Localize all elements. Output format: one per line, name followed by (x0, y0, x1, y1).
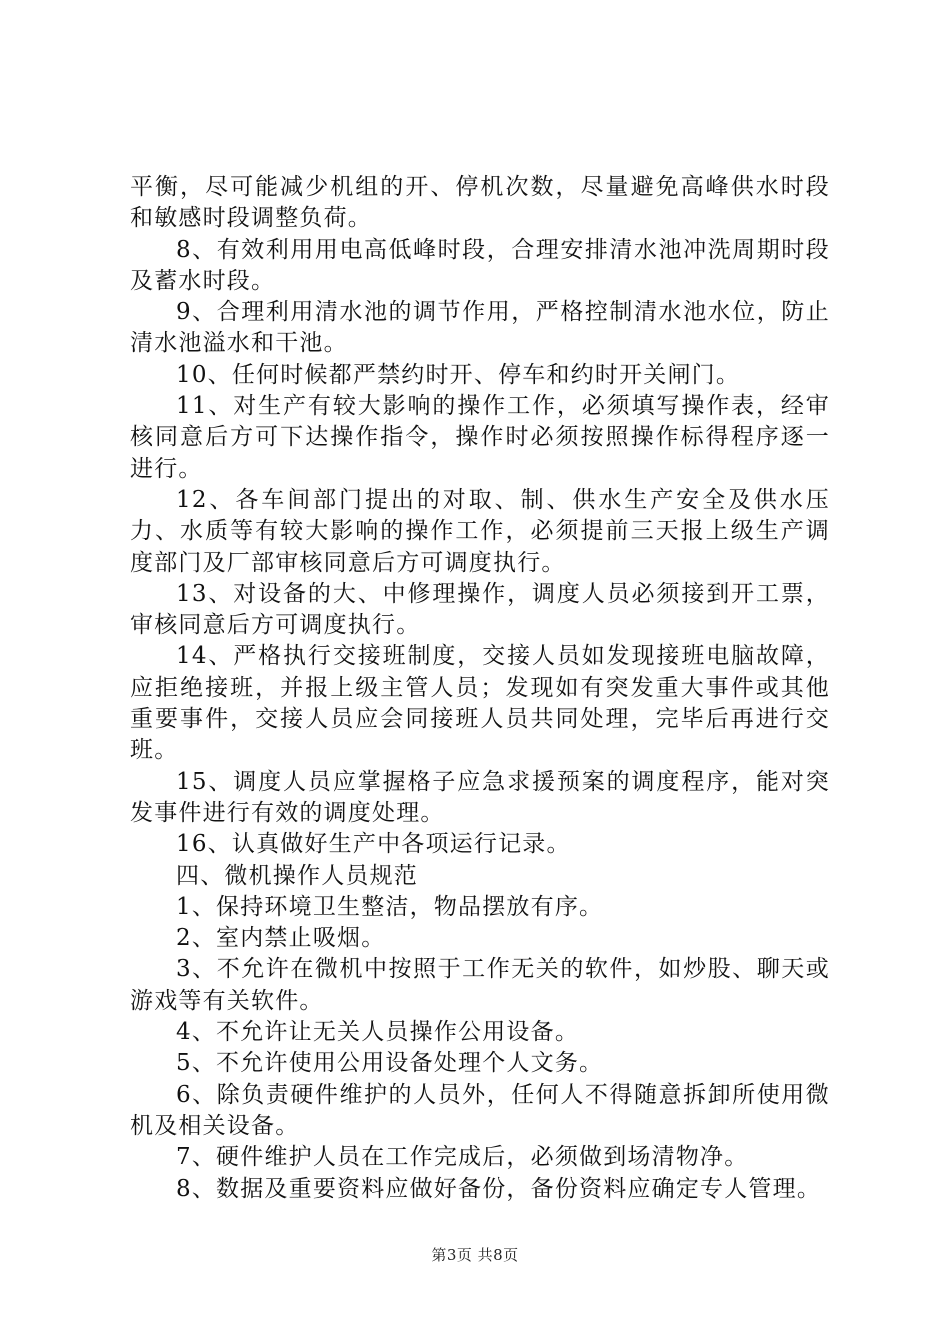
paragraph-item-14: 14、严格执行交接班制度，交接人员如发现接班电脑故障，应拒绝接班，并报上级主管人员；发现如有突发重大事件或其他重要事件，交接人员应会同接班人员共同处理，完毕后再进行交班。 (130, 643, 830, 764)
rule-item-6: 6、除负责硬件维护的人员外，任何人不得随意拆卸所使用微机及相关设备。 (130, 1081, 830, 1139)
rule-item-4: 4、不允许让无关人员操作公用设备。 (176, 1019, 580, 1046)
page-number-footer: 第3页 共8页 (431, 1246, 519, 1264)
paragraph-item-13: 13、对设备的大、中修理操作，调度人员必须接到开工票，审核同意后方可调度执行。 (130, 580, 830, 639)
rule-item-8: 8、数据及重要资料应做好备份，备份资料应确定专人管理。 (176, 1175, 822, 1202)
paragraph-item-11: 11、对生产有较大影响的操作工作，必须填写操作表，经审核同意后方可下达操作指令，操作时必须按照操作标得程序逐一进行。 (130, 393, 830, 482)
rule-item-3: 3、不允许在微机中按照于工作无关的软件，如炒股、聊天或游戏等有关软件。 (130, 956, 830, 1014)
paragraph-continuation: 平衡，尽可能减少机组的开、停机次数，尽量避免高峰供水时段和敏感时段调整负荷。 (130, 174, 830, 232)
paragraph-item-16: 16、认真做好生产中各项运行记录。 (176, 831, 571, 858)
document-body (130, 172, 830, 1205)
paragraph-item-15: 15、调度人员应掌握格子应急求援预案的调度程序，能对突发事件进行有效的调度处理。 (130, 768, 830, 826)
paragraph-item-10: 10、任何时候都严禁约时开、停车和约时开关闸门。 (176, 361, 741, 388)
paragraph-item-9: 9、合理利用清水池的调节作用，严格控制清水池水位，防止清水池溢水和干池。 (130, 299, 830, 357)
section-heading: 四、微机操作人员规范 (176, 862, 418, 889)
rule-item-2: 2、室内禁止吸烟。 (176, 925, 386, 952)
paragraph-item-8: 8、有效利用用电高低峰时段，合理安排清水池冲洗周期时段及蓄水时段。 (130, 236, 830, 294)
rule-item-5: 5、不允许使用公用设备处理个人文务。 (176, 1050, 604, 1077)
paragraph-item-12: 12、各车间部门提出的对取、制、供水生产安全及供水压力、水质等有较大影响的操作工作，必须提前三天报上级生产调度部门及厂部审核同意后方可调度执行。 (130, 486, 830, 576)
rule-item-7: 7、硬件维护人员在工作完成后，必须做到场清物净。 (176, 1144, 749, 1171)
rule-item-1: 1、保持环境卫生整洁，物品摆放有序。 (176, 893, 604, 920)
